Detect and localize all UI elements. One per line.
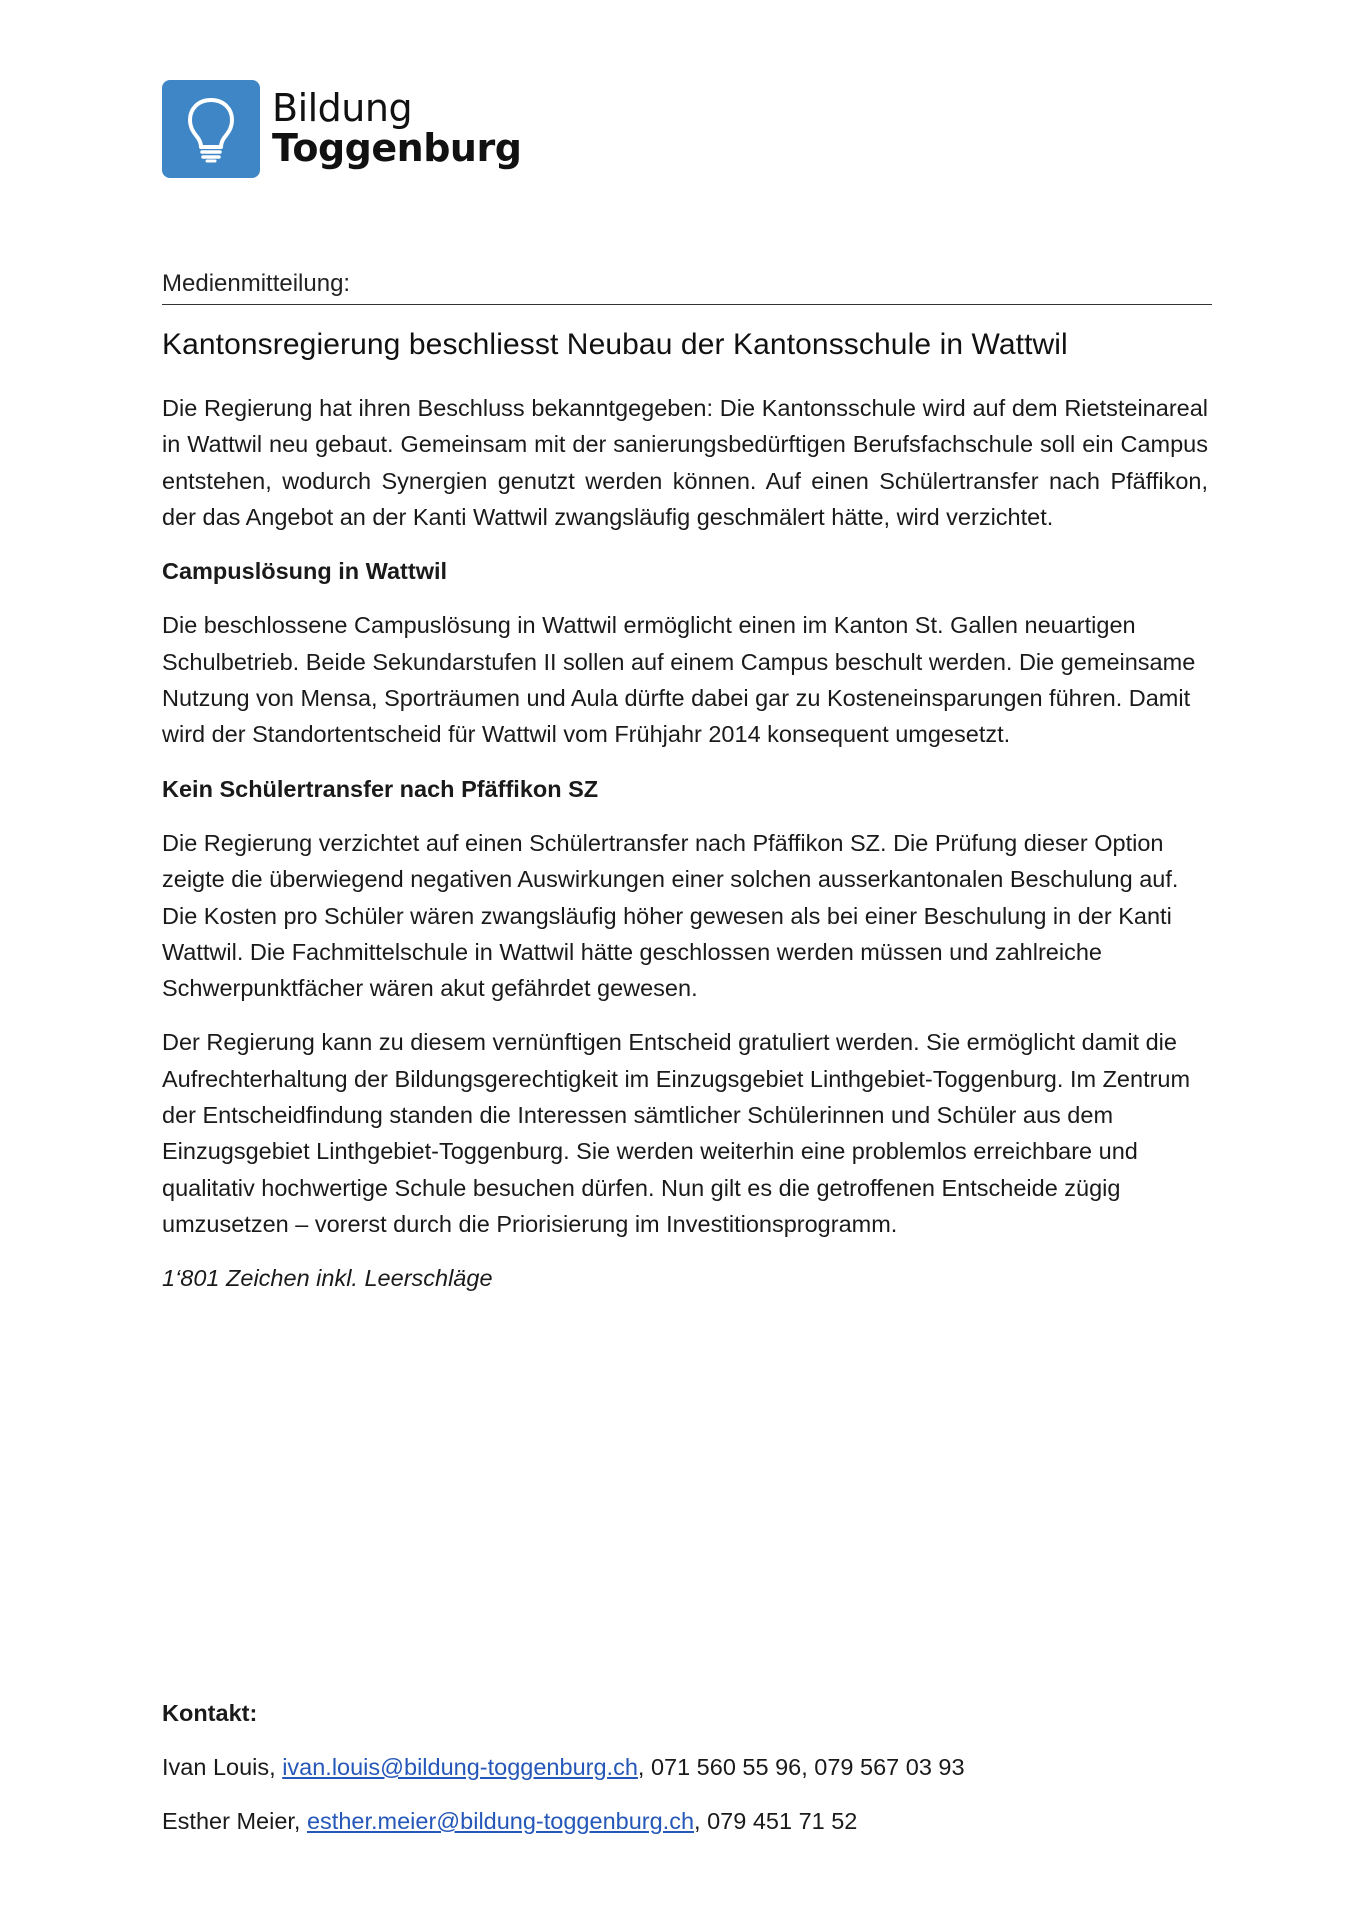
- contact-name: Esther Meier,: [162, 1808, 301, 1834]
- logo-wordmark: [272, 86, 522, 170]
- lightbulb-icon: [162, 80, 260, 178]
- logo: [162, 80, 521, 178]
- contact-heading: Kontakt:: [162, 1700, 258, 1726]
- document-type-label: Medienmitteilung:: [162, 270, 351, 297]
- contact-email-link[interactable]: ivan.louis@bildung-toggenburg.ch: [282, 1754, 638, 1780]
- contact-email-link[interactable]: esther.meier@bildung-toggenburg.ch: [306, 1808, 695, 1834]
- section-heading-transfer: Kein Schülertransfer nach Pfäffikon SZ: [162, 775, 599, 802]
- contact-name: Ivan Louis,: [162, 1754, 276, 1780]
- article-body: [162, 390, 1208, 1315]
- logo-line-2: Toggenburg: [272, 126, 522, 170]
- contact-phones: , 071 560 55 96, 079 567 03 93: [637, 1754, 965, 1780]
- section-paragraph-campus: Die beschlossene Campuslösung in Wattwil ermöglicht einen im Kanton St. Gallen neuartigen Schulbetrieb. Beide Sekundarstufen II sollen auf einem Campus beschult werden. Die gemeinsame Nutzung von Mensa, Sporträumen und Aula dürfte dabei gar zu Kosteneinsparungen führen. Damit wird der Standortentscheid für Wattwil vom Frühjahr 2014 konsequent umgesetzt.: [162, 612, 1196, 748]
- contact-section: [162, 1695, 1208, 1857]
- character-count-note: 1‘801 Zeichen inkl. Leerschläge: [162, 1265, 493, 1292]
- intro-paragraph: Die Regierung hat ihren Beschluss bekanntgegeben: Die Kantonsschule wird auf dem Rietsteinareal in Wattwil neu gebaut. Gemeinsam mit der sanierungsbedürftigen Berufsfachschule soll ein Campus entstehen, wodurch Synergien genutzt werden können. Auf einen Schülertransfer nach Pfäffikon, der das Angebot an der Kanti Wattwil zwangsläufig geschmälert hätte, wird verzichtet.: [162, 395, 1208, 530]
- contact-line-ivan: [162, 1749, 1208, 1785]
- section-heading-campus: Campuslösung in Wattwil: [162, 558, 448, 585]
- contact-phones: , 079 451 71 52: [694, 1808, 858, 1834]
- contact-line-esther: [162, 1803, 1208, 1839]
- header-divider: [162, 304, 1212, 305]
- closing-paragraph: Der Regierung kann zu diesem vernünftigen Entscheid gratuliert werden. Sie ermöglicht damit die Aufrechterhaltung der Bildungsgerechtigkeit im Einzugsgebiet Linthgebiet-Toggenburg. Im Zentrum der Entscheidfindung standen die Interessen sämtlicher Schülerinnen und Schüler aus dem Einzugsgebiet Linthgebiet-Toggenburg. Sie werden weiterhin eine problemlos erreichbare und qualitativ hochwertige Schule besuchen dürfen. Nun gilt es die getroffenen Entscheide zügig umzusetzen – vorerst durch die Priorisierung im Investitionsprogramm.: [162, 1029, 1191, 1237]
- section-paragraph-transfer: Die Regierung verzichtet auf einen Schülertransfer nach Pfäffikon SZ. Die Prüfung dieser Option zeigte die überwiegend negativen Auswirkungen einer solchen ausserkantonalen Beschulung auf. Die Kosten pro Schüler wären zwangsläufig höher gewesen als bei einer Beschulung in der Kanti Wattwil. Die Fachmittelschule in Wattwil hätte geschlossen werden müssen und zahlreiche Schwerpunktfächer wären akut gefährdet gewesen.: [162, 829, 1179, 1002]
- logo-line-1: Bildung: [272, 86, 413, 131]
- page-title: Kantonsregierung beschliesst Neubau der Kantonsschule in Wattwil: [162, 328, 1068, 361]
